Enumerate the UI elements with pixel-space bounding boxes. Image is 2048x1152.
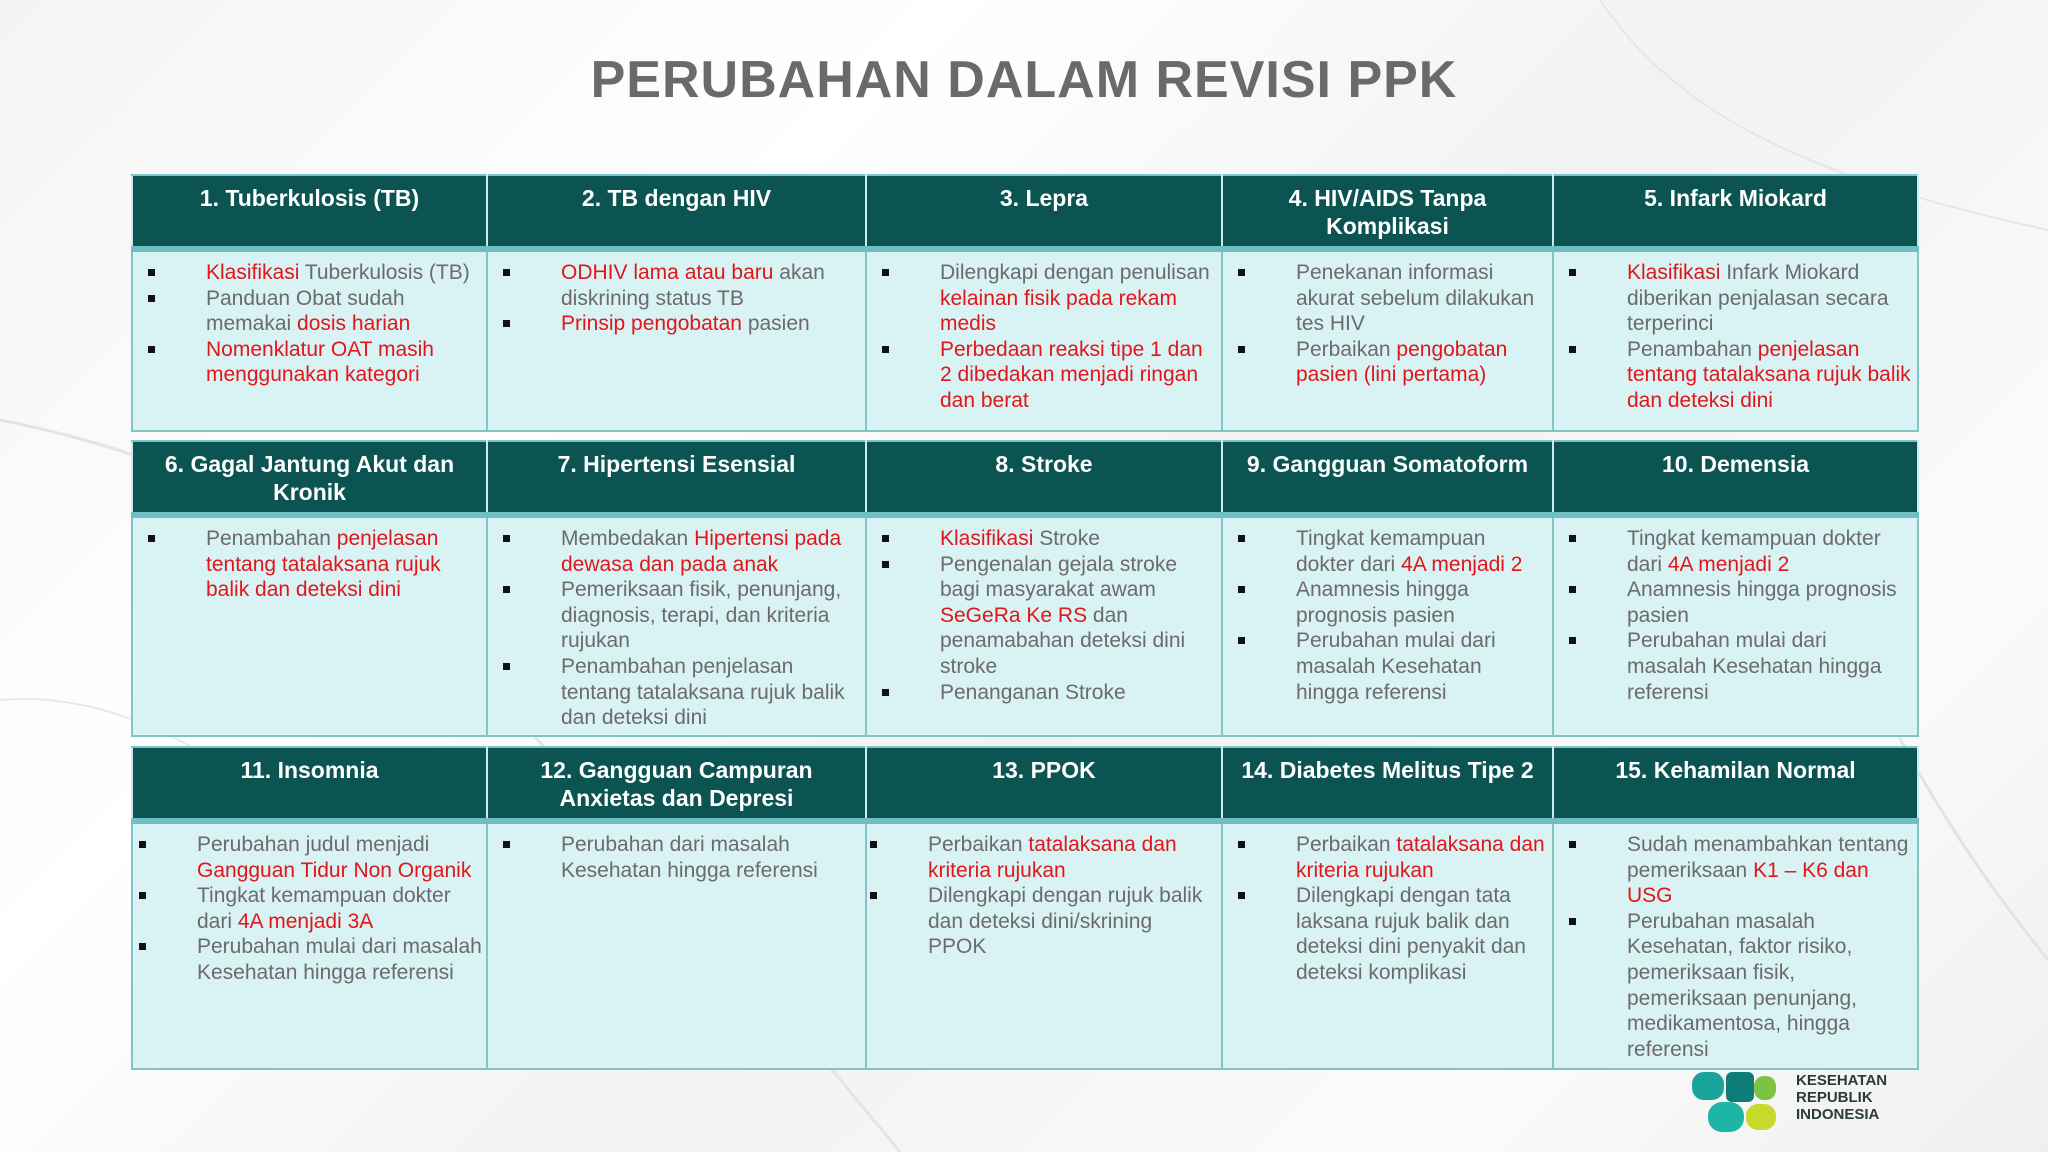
list-item <box>488 654 859 731</box>
highlight-text: SeGeRa Ke RS <box>940 603 1088 627</box>
list-item <box>1223 577 1546 628</box>
card-header: 15. Kehamilan Normal <box>1553 747 1918 821</box>
item-text: Pengenalan gejala stroke bagi masyarakat awam <box>940 552 1178 602</box>
list-item <box>1554 337 1911 414</box>
card-body <box>132 515 487 736</box>
card-header: 11. Insomnia <box>132 747 487 821</box>
item-text: Dilengkapi dengan rujuk balik dan deteksi dini/skrining PPOK <box>928 884 1203 959</box>
list-item <box>133 526 480 603</box>
item-text: Dilengkapi dengan tata laksana rujuk balik dan deteksi dini penyakit dan deteksi komplikasi <box>1296 884 1526 984</box>
card-body <box>487 515 866 736</box>
list-item <box>867 337 1215 414</box>
list-item <box>1554 260 1911 337</box>
highlight-text: Hipertensi pada dewasa dan pada anak <box>561 527 842 576</box>
bullet-list <box>133 526 480 603</box>
card-header: 5. Infark Miokard <box>1553 175 1918 249</box>
highlight-text: Perbedaan reaksi tipe 1 dan 2 dibedakan menjadi ringan dan berat <box>940 337 1203 412</box>
card-header: 9. Gangguan Somatoform <box>1222 441 1553 515</box>
page-title: PERUBAHAN DALAM REVISI PPK <box>590 51 1458 109</box>
list-item <box>1554 832 1911 909</box>
item-text: Perubahan mulai dari masalah Kesehatan hingga referensi <box>1296 629 1496 704</box>
item-text: pasien <box>741 312 810 336</box>
card-header: 8. Stroke <box>866 441 1222 515</box>
item-text: Panduan Obat sudah memakai <box>206 286 405 336</box>
item-text: Dilengkapi dengan penulisan <box>940 261 1210 284</box>
list-item <box>133 260 480 286</box>
highlight-text: Prinsip pengobatan <box>561 312 742 336</box>
card-body <box>1553 249 1918 431</box>
item-text: Anamnesis hingga prognosis pasien <box>1627 578 1897 627</box>
card-header: 2. TB dengan HIV <box>487 175 866 249</box>
item-text: Perbaikan <box>1296 337 1397 361</box>
card-header: 6. Gagal Jantung Akut dan Kronik <box>132 441 487 515</box>
highlight-text: Nomenklatur OAT masih menggunakan kategori <box>206 337 434 387</box>
list-item <box>1223 832 1546 883</box>
item-text: Tingkat kemampuan dokter dari <box>1296 527 1486 576</box>
card-body <box>487 821 866 1069</box>
highlight-text: tatalaksana dan kriteria rujukan <box>928 833 1177 882</box>
item-text: Penambahan penjelasan tentang tatalaksana rujuk balik dan deteksi dini <box>561 654 845 730</box>
list-item <box>855 832 1215 883</box>
highlight-text: Klasifikasi <box>1627 261 1721 284</box>
bullet-list <box>1223 260 1546 388</box>
highlight-text: dosis harian <box>297 312 411 336</box>
list-item <box>1223 337 1546 388</box>
list-item <box>1223 526 1546 577</box>
list-item <box>488 526 859 577</box>
list-item <box>1223 883 1546 985</box>
list-item <box>1223 628 1546 705</box>
highlight-text: 4A menjadi 3A <box>237 909 374 933</box>
item-text: Tingkat kemampuan dokter dari <box>197 884 451 933</box>
item-text: Stroke <box>1033 527 1100 550</box>
highlight-text: kelainan fisik pada rekam medis <box>940 286 1177 336</box>
bullet-list <box>1554 526 1911 705</box>
list-item <box>488 577 859 654</box>
item-text: dan penamabahan deteksi dini stroke <box>940 603 1186 678</box>
card-header: 1. Tuberkulosis (TB) <box>132 175 487 249</box>
item-text: Anamnesis hingga prognosis pasien <box>1296 578 1469 627</box>
bullet-list <box>488 832 859 883</box>
bullet-list <box>867 260 1215 414</box>
list-item <box>1554 577 1911 628</box>
item-text: akan diskrining status TB <box>561 261 825 310</box>
list-item <box>867 260 1215 337</box>
list-item <box>133 286 480 337</box>
highlight-text: Klasifikasi <box>206 261 300 284</box>
item-text: Perubahan mulai dari masalah Kesehatan hingga referensi <box>1627 629 1882 704</box>
highlight-text: penjelasan tentang tatalaksana rujuk balik dan deteksi dini <box>1627 337 1911 412</box>
card-body <box>132 249 487 431</box>
highlight-text: Gangguan Tidur Non Organik <box>197 858 472 882</box>
bullet-list <box>855 832 1215 960</box>
list-item <box>124 832 482 883</box>
item-text: Perubahan masalah Kesehatan, faktor risiko, pemeriksaan fisik, pemeriksaan penunjang, medikamentosa, hingga referensi <box>1627 909 1857 1061</box>
list-item <box>1554 909 1911 1063</box>
list-item <box>855 883 1215 960</box>
ppk-table-row-1 <box>131 174 1919 432</box>
list-item <box>1223 260 1546 337</box>
bullet-list <box>1554 260 1911 414</box>
card-body <box>866 249 1222 431</box>
list-item <box>488 311 859 337</box>
item-text: Membedakan <box>561 527 695 550</box>
item-text: Tuberkulosis (TB) <box>299 261 470 284</box>
highlight-text: pengobatan pasien (lini pertama) <box>1296 337 1508 387</box>
item-text: Infark Miokard diberikan penjalasan secara terperinci <box>1627 261 1889 336</box>
ppk-table-row-3 <box>131 746 1919 1070</box>
item-text: Pemeriksaan fisik, penunjang, diagnosis, terapi, dan kriteria rujukan <box>561 578 842 653</box>
card-header: 14. Diabetes Melitus Tipe 2 <box>1222 747 1553 821</box>
item-text: Sudah menambahkan tentang pemeriksaan <box>1627 833 1909 882</box>
card-body <box>1553 821 1918 1069</box>
bullet-list <box>488 260 859 337</box>
card-header: 4. HIV/AIDS Tanpa Komplikasi <box>1222 175 1553 249</box>
list-item <box>867 680 1215 706</box>
kemenkes-logo-text: KESEHATAN REPUBLIK INDONESIA <box>1796 1072 1888 1123</box>
item-text: Perubahan mulai dari masalah Kesehatan hingga referensi <box>197 935 482 984</box>
bullet-list <box>1223 526 1546 705</box>
card-body <box>1553 515 1918 736</box>
ppk-table-row-2 <box>131 440 1919 737</box>
card-body <box>1222 821 1553 1069</box>
item-text: Penambahan <box>206 527 337 550</box>
bullet-list <box>867 526 1215 705</box>
item-text: Perbaikan <box>1296 833 1397 856</box>
card-body <box>487 249 866 431</box>
card-body <box>1222 515 1553 736</box>
card-header: 7. Hipertensi Esensial <box>487 441 866 515</box>
highlight-text: tatalaksana dan kriteria rujukan <box>1296 833 1545 882</box>
bullet-list <box>124 832 482 986</box>
list-item <box>133 337 480 388</box>
card-header: 13. PPOK <box>866 747 1222 821</box>
list-item <box>124 883 482 934</box>
card-header: 12. Gangguan Campuran Anxietas dan Depresi <box>487 747 866 821</box>
card-body <box>1222 249 1553 431</box>
highlight-text: 4A menjadi 2 <box>1401 552 1523 576</box>
list-item <box>1554 526 1911 577</box>
card-header: 10. Demensia <box>1553 441 1918 515</box>
list-item <box>867 526 1215 552</box>
card-body <box>866 821 1222 1069</box>
card-body <box>132 821 487 1069</box>
bullet-list <box>133 260 480 388</box>
bullet-list <box>1223 832 1546 986</box>
highlight-text: ODHIV lama atau baru <box>561 261 774 284</box>
list-item <box>124 934 482 985</box>
item-text: Perubahan judul menjadi <box>197 833 430 856</box>
list-item <box>488 832 859 883</box>
bullet-list <box>488 526 859 731</box>
highlight-text: K1 – K6 dan USG <box>1627 858 1869 908</box>
highlight-text: penjelasan tentang tatalaksana rujuk balik dan deteksi dini <box>206 527 441 602</box>
item-text: Tingkat kemampuan dokter dari <box>1627 527 1881 576</box>
highlight-text: Klasifikasi <box>940 527 1034 550</box>
card-body <box>866 515 1222 736</box>
list-item <box>867 552 1215 680</box>
list-item <box>488 260 859 311</box>
highlight-text: 4A menjadi 2 <box>1667 552 1790 576</box>
item-text: Perbaikan <box>928 833 1029 856</box>
bullet-list <box>1554 832 1911 1062</box>
card-header: 3. Lepra <box>866 175 1222 249</box>
item-text: Penanganan Stroke <box>940 680 1126 704</box>
list-item <box>1554 628 1911 705</box>
item-text: Penambahan <box>1627 337 1758 361</box>
item-text: Penekanan informasi akurat sebelum dilakukan tes HIV <box>1296 261 1535 336</box>
item-text: Perubahan dari masalah Kesehatan hingga referensi <box>561 833 818 882</box>
